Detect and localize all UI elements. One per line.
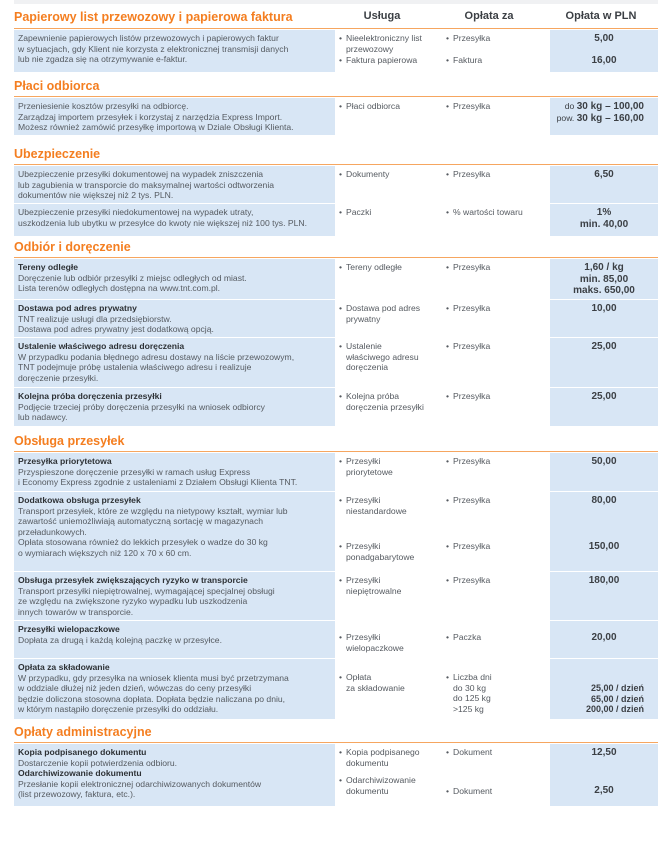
section-divider <box>14 164 658 165</box>
row-service: • Opłata za składowanie <box>335 659 442 719</box>
section-title-insurance: Ubezpieczenie <box>14 147 101 161</box>
row-service: • Przesyłki priorytetowe <box>335 453 442 491</box>
row-description: Kolejna próba doręczenia przesyłki Podjęcie trzeciej próby doręczenia przesyłki na wniosek odbiorcy lub nadawcy. <box>14 388 335 426</box>
row-description: Ubezpieczenie przesyłki dokumentowej na wypadek zniszczenia lub zagubienia w transporcie do maksymalnej wartości odtworzenia dokumentów nie większej niż 2 tys. PLN. <box>14 166 335 203</box>
table-row <box>14 621 658 658</box>
table-row <box>14 572 658 620</box>
row-description: Kopia podpisanego dokumentu Dostarczenie kopii potwierdzenia odbioru. Odarchiwizowanie dokumentu Przesłanie kopii elektronicznej odarchiwizowanych dokumentów (list przewozowy, faktura, etc.). <box>14 744 335 806</box>
table-row <box>14 453 658 491</box>
table-row <box>14 98 658 135</box>
row-price: 25,00 <box>550 388 658 426</box>
row-price: 1% min. 40,00 <box>550 204 658 236</box>
row-service: • Dokumenty <box>335 166 442 203</box>
section-title-pickup-delivery: Odbiór i doręczenie <box>14 240 131 254</box>
row-price: 5,00 16,00 <box>550 30 658 72</box>
table-row <box>14 492 658 571</box>
section-divider <box>14 257 658 258</box>
section-title-receiver-pays: Płaci odbiorca <box>14 79 100 93</box>
row-service: • Ustalenie właściwego adresu doręczenia <box>335 338 442 387</box>
top-strip <box>14 0 658 4</box>
section-divider <box>14 28 658 29</box>
row-price: 80,00 150,00 <box>550 492 658 571</box>
row-description: Ustalenie właściwego adresu doręczenia W przypadku podania błędnego adresu dostawy na liście przewozowym, TNT podejmuje próbę ustalenia właściwego adresu i realizuje doręczenie przesyłki. <box>14 338 335 387</box>
row-price: 25,00 <box>550 338 658 387</box>
table-row <box>14 30 658 72</box>
section-divider <box>14 742 658 743</box>
row-price: 25,00 / dzień 65,00 / dzień 200,00 / dzień <box>550 659 658 719</box>
row-service: • Dostawa pod adres prywatny <box>335 300 442 337</box>
row-description: Przesyłka priorytetowa Przyspieszone doręczenie przesyłki w ramach usług Express i Economy Express zgodnie z ustaleniami z Działem Obsługi Klienta TNT. <box>14 453 335 491</box>
table-row <box>14 338 658 387</box>
row-description: Dodatkowa obsługa przesyłek Transport przesyłek, które ze względu na nietypowy kształt, wymiar lub zawartość uniemożliwiają automatyczną sortację w magazynach przeładunkowych. Opłata stosowana również do lekkich przesyłek o wadze do 30 kg o wymiarach większych niż 120 x 70 x 60 cm. <box>14 492 335 571</box>
row-service: • Kolejna próba doręczenia przesyłki <box>335 388 442 426</box>
row-fee-basis: • Przesyłka <box>442 572 550 620</box>
row-service: • Paczki <box>335 204 442 236</box>
section-divider <box>14 451 658 452</box>
table-row <box>14 388 658 426</box>
table-row <box>14 300 658 337</box>
row-fee-basis: • Przesyłka <box>442 259 550 299</box>
table-row <box>14 744 658 806</box>
table-row <box>14 166 658 203</box>
table-row <box>14 259 658 299</box>
row-price: 1,60 / kg min. 85,00 maks. 650,00 <box>550 259 658 299</box>
row-fee-basis: • Liczba dni do 30 kg do 125 kg >125 kg <box>442 659 550 719</box>
price-list-page <box>14 0 658 841</box>
table-row <box>14 659 658 719</box>
column-header-service: Usługa <box>363 10 401 22</box>
row-description: Obsługa przesyłek zwiększających ryzyko w transporcie Transport przesyłki niepiętrowalnej, wymagającej specjalnej obsługi ze względu na zwiększone ryzyko wypadku lub uszkodzenia innych towarów w transporcie. <box>14 572 335 620</box>
row-description: Tereny odległe Doręczenie lub odbiór przesyłki z miejsc odległych od miast. Lista terenów odległych dostępna na www.tnt.com.pl. <box>14 259 335 299</box>
row-service: • Przesyłki niepiętrowalne <box>335 572 442 620</box>
row-fee-basis: • Przesyłka <box>442 166 550 203</box>
column-header-price-pln: Opłata w PLN <box>565 10 637 22</box>
row-fee-basis: • Przesyłka <box>442 453 550 491</box>
row-description: Ubezpieczenie przesyłki niedokumentowej na wypadek utraty, uszkodzenia lub ubytku w przesyłce do kwoty nie większej niż 100 tys. PLN. <box>14 204 335 236</box>
section-title-shipment-handling: Obsługa przesyłek <box>14 434 125 448</box>
row-price: 12,50 2,50 <box>550 744 658 806</box>
row-fee-basis: • Przesyłka <box>442 388 550 426</box>
row-service: • Kopia podpisanego dokumentu • Odarchiwizowanie dokumentu <box>335 744 442 806</box>
row-fee-basis: • Przesyłka <box>442 300 550 337</box>
section-title-admin-fees: Opłaty administracyjne <box>14 725 152 739</box>
row-price: 50,00 <box>550 453 658 491</box>
row-fee-basis: • Przesyłka • Faktura <box>442 30 550 72</box>
row-fee-basis: • Przesyłka <box>442 98 550 135</box>
row-fee-basis: • Przesyłka <box>442 338 550 387</box>
row-description: Przesyłki wielopaczkowe Dopłata za drugą i każdą kolejną paczkę w przesyłce. <box>14 621 335 658</box>
row-fee-basis: • % wartości towaru <box>442 204 550 236</box>
row-service: • Tereny odległe <box>335 259 442 299</box>
table-row <box>14 204 658 236</box>
row-fee-basis: • Przesyłka • Przesyłka <box>442 492 550 571</box>
row-service: • Przesyłki niestandardowe • Przesyłki ponadgabarytowe <box>335 492 442 571</box>
row-price: 10,00 <box>550 300 658 337</box>
row-service: • Przesyłki wielopaczkowe <box>335 621 442 658</box>
column-header-fee-basis: Opłata za <box>464 10 514 22</box>
row-fee-basis: • Paczka <box>442 621 550 658</box>
row-description: Zapewnienie papierowych listów przewozowych i papierowych faktur w sytuacjach, gdy Klient nie korzysta z elektronicznej transmisji danych lub nie zgadza się na otrzymywanie e-faktur. <box>14 30 335 72</box>
row-fee-basis: • Dokument • Dokument <box>442 744 550 806</box>
row-description: Dostawa pod adres prywatny TNT realizuje usługi dla przedsiębiorstw. Dostawa pod adres prywatny jest dodatkową opcją. <box>14 300 335 337</box>
row-description: Opłata za składowanie W przypadku, gdy przesyłka na wniosek klienta musi być przetrzymana w oddziale dłużej niż jeden dzień, wówczas do ceny przesyłki będzie doliczona stosowna dopłata. Dopłata będzie naliczana po dniu, w którym nastąpiło doręczenie przesyłki do oddziału. <box>14 659 335 719</box>
row-price: 6,50 <box>550 166 658 203</box>
row-service: • Płaci odbiorca <box>335 98 442 135</box>
section-divider <box>14 96 658 97</box>
row-price: 180,00 <box>550 572 658 620</box>
row-description: Przeniesienie kosztów przesyłki na odbiorcę. Zarządzaj importem przesyłek i korzystaj z narzędzia Express Import. Możesz również zamówić przesyłkę importową w Dziale Obsługi Klienta. <box>14 98 335 135</box>
section-title-paper-documents: Papierowy list przewozowy i papierowa faktura <box>14 10 293 24</box>
row-price: 20,00 <box>550 621 658 658</box>
row-service: • Nieelektroniczny list przewozowy • Faktura papierowa <box>335 30 442 72</box>
row-price: do 30 kg – 100,00 pow. 30 kg – 160,00 <box>550 98 658 135</box>
